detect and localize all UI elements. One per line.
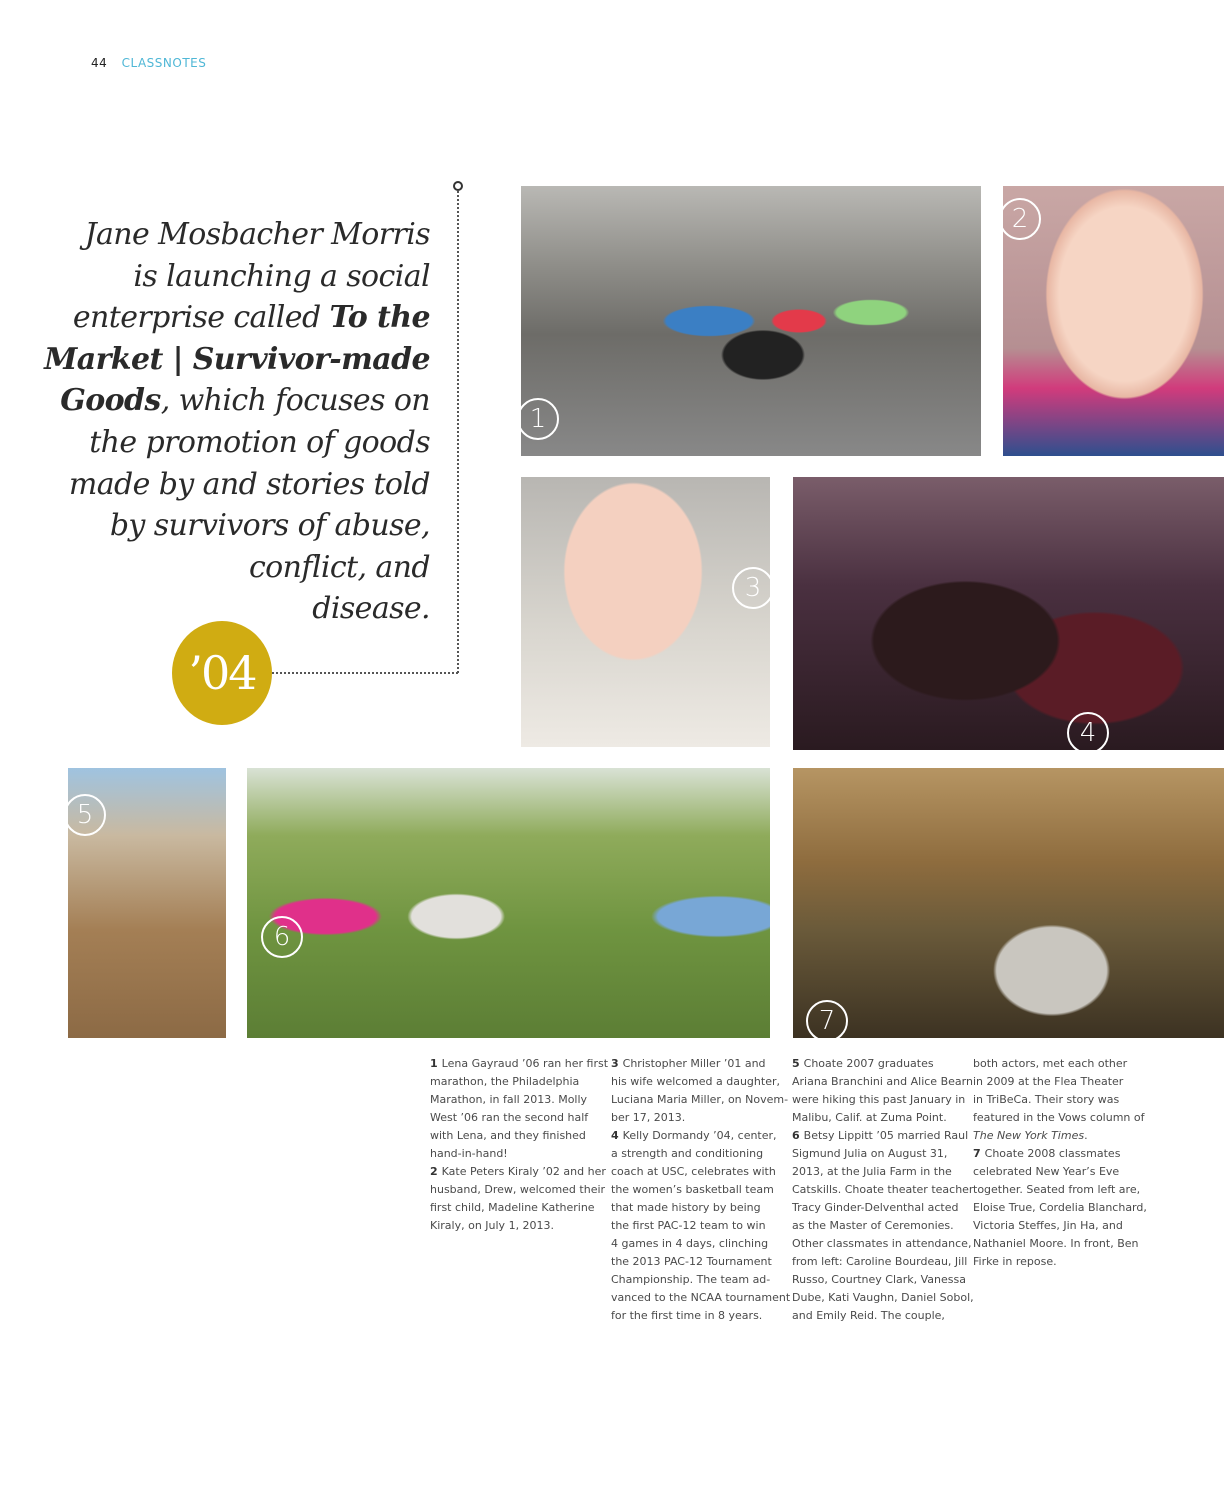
photo-number: 7	[806, 1000, 848, 1038]
caption-number: 4	[611, 1129, 619, 1142]
caption-number: 2	[430, 1165, 438, 1178]
photo-4-basketball-team	[793, 477, 1224, 750]
caption-line	[430, 1199, 605, 1217]
caption-number: 7	[973, 1147, 981, 1160]
caption-text: Kelly Dormandy ’04, center,	[622, 1129, 777, 1142]
caption-line	[611, 1289, 791, 1307]
caption-line	[430, 1145, 605, 1163]
caption-text: for the first time in 8 years.	[611, 1309, 763, 1322]
caption-number: 5	[792, 1057, 800, 1070]
caption-line	[973, 1235, 1148, 1253]
caption-text: celebrated New Year’s Eve	[973, 1165, 1120, 1178]
caption-text: together. Seated from left are,	[973, 1183, 1141, 1196]
caption-text: a strength and conditioning	[611, 1147, 764, 1160]
dotted-connector-horizontal	[272, 672, 458, 674]
caption-line	[792, 1307, 967, 1325]
caption-text: Nathaniel Moore. In front, Ben	[973, 1237, 1139, 1250]
pull-quote-line	[44, 297, 430, 339]
caption-text: the 2013 PAC-12 Tournament	[611, 1255, 772, 1268]
enterprise-name: To the	[329, 300, 430, 336]
caption-text: that made history by being	[611, 1201, 761, 1214]
caption-text: were hiking this past January in	[792, 1093, 966, 1106]
caption-text: as the Master of Ceremonies.	[792, 1219, 954, 1232]
photo-number: 6	[261, 916, 303, 958]
caption-line	[792, 1109, 967, 1127]
caption-text: 4 games in 4 days, clinching	[611, 1237, 769, 1250]
caption-line	[611, 1055, 786, 1073]
caption-line	[792, 1217, 967, 1235]
pull-quote-line	[44, 505, 430, 547]
caption-line	[611, 1109, 786, 1127]
caption-text: Firke in repose.	[973, 1255, 1057, 1268]
caption-line	[792, 1181, 974, 1199]
caption-text: Marathon, in fall 2013. Molly	[430, 1093, 588, 1106]
caption-text: Christopher Miller ’01 and	[622, 1057, 766, 1070]
caption-column	[430, 1055, 609, 1235]
caption-line	[611, 1253, 786, 1271]
photo-6-wedding	[247, 768, 770, 1038]
caption-line	[792, 1163, 967, 1181]
caption-text: Luciana Maria Miller, on Novem-	[611, 1093, 789, 1106]
caption-number: 6	[792, 1129, 800, 1142]
caption-line	[973, 1109, 1148, 1127]
caption-line	[611, 1199, 786, 1217]
pull-quote-text: , which focuses on	[160, 383, 430, 419]
pull-quote-line	[44, 214, 430, 256]
caption-line	[973, 1145, 1148, 1163]
pull-quote-text: conflict, and	[248, 549, 430, 585]
publication-title: The New York Times	[973, 1129, 1085, 1142]
caption-text: Choate 2007 graduates	[803, 1057, 934, 1070]
photo-7-new-years	[793, 768, 1224, 1038]
caption-text: Kiraly, on July 1, 2013.	[430, 1219, 555, 1232]
enterprise-name: Market | Survivor-made	[44, 341, 430, 377]
caption-punctuation: .	[1084, 1129, 1088, 1142]
caption-text: Kate Peters Kiraly ’02 and her	[441, 1165, 606, 1178]
photo-number: 1	[521, 398, 559, 440]
caption-text: Malibu, Calif. at Zuma Point.	[792, 1111, 947, 1124]
caption-line	[792, 1235, 972, 1253]
pull-quote-line	[44, 339, 430, 381]
caption-text: Victoria Steffes, Jin Ha, and	[973, 1219, 1123, 1232]
caption-text: coach at USC, celebrates with	[611, 1165, 776, 1178]
connector-dot	[453, 181, 463, 191]
caption-text: with Lena, and they finished	[430, 1129, 586, 1142]
caption-text: Sigmund Julia on August 31,	[792, 1147, 948, 1160]
pull-quote-text: made by and stories told	[68, 466, 430, 502]
caption-text: Lena Gayraud ’06 ran her first	[441, 1057, 609, 1070]
caption-line	[973, 1055, 1148, 1073]
photo-number: 5	[68, 794, 106, 836]
caption-line	[611, 1181, 786, 1199]
caption-line	[973, 1163, 1148, 1181]
caption-text: marathon, the Philadelphia	[430, 1075, 580, 1088]
caption-line	[973, 1253, 1148, 1271]
caption-line	[611, 1217, 786, 1235]
pull-quote-line	[44, 422, 430, 464]
caption-text: featured in the Vows column of	[973, 1111, 1145, 1124]
photo-1-marathon	[521, 186, 981, 456]
class-year-badge: ’04	[172, 621, 272, 725]
caption-text: vanced to the NCAA tournament	[611, 1291, 791, 1304]
caption-line	[792, 1199, 967, 1217]
caption-column	[973, 1055, 1148, 1271]
caption-text: Tracy Ginder-Delventhal acted	[792, 1201, 959, 1214]
caption-line	[973, 1073, 1148, 1091]
caption-line	[792, 1073, 973, 1091]
caption-text: in TriBeCa. Their story was	[973, 1093, 1120, 1106]
caption-line	[430, 1127, 605, 1145]
caption-number: 1	[430, 1057, 438, 1070]
caption-text: Dube, Kati Vaughn, Daniel Sobol,	[792, 1291, 974, 1304]
caption-text: Choate 2008 classmates	[984, 1147, 1121, 1160]
caption-text: Other classmates in attendance,	[792, 1237, 972, 1250]
caption-text: Championship. The team ad-	[611, 1273, 771, 1286]
caption-text: both actors, met each other	[973, 1057, 1128, 1070]
pull-quote-line	[44, 380, 430, 422]
caption-text: ber 17, 2013.	[611, 1111, 686, 1124]
caption-line	[792, 1127, 967, 1145]
caption-text: Catskills. Choate theater teacher	[792, 1183, 974, 1196]
section-title: CLASSNOTES	[121, 56, 207, 70]
enterprise-name: Goods	[60, 383, 161, 419]
caption-text: husband, Drew, welcomed their	[430, 1183, 606, 1196]
pull-quote-text: Jane Mosbacher Morris	[84, 217, 430, 252]
caption-text: 2013, at the Julia Farm in the	[792, 1165, 952, 1178]
caption-line	[973, 1199, 1148, 1217]
caption-text: the women’s basketball team	[611, 1183, 774, 1196]
photo-number: 3	[732, 567, 770, 609]
caption-line	[792, 1271, 967, 1289]
photo-5-hikers	[68, 768, 226, 1038]
caption-number: 3	[611, 1057, 619, 1070]
caption-line	[430, 1217, 605, 1235]
pull-quote-line	[44, 547, 430, 589]
caption-line	[430, 1163, 605, 1181]
caption-line	[611, 1307, 786, 1325]
caption-line	[430, 1055, 609, 1073]
pull-quote-text: enterprise called	[72, 300, 330, 336]
caption-text: Eloise True, Cordelia Blanchard,	[973, 1201, 1147, 1214]
caption-line	[973, 1181, 1148, 1199]
caption-line	[430, 1181, 605, 1199]
caption-line	[430, 1073, 605, 1091]
caption-text: Russo, Courtney Clark, Vanessa	[792, 1273, 966, 1286]
caption-line	[792, 1253, 967, 1271]
caption-line	[611, 1127, 786, 1145]
caption-line	[973, 1091, 1148, 1109]
caption-text: first child, Madeline Katherine	[430, 1201, 595, 1214]
caption-line	[792, 1091, 967, 1109]
caption-line	[611, 1073, 786, 1091]
pull-quote	[44, 214, 430, 630]
caption-text: Ariana Branchini and Alice Bearn	[792, 1075, 973, 1088]
photo-2-baby	[1003, 186, 1224, 456]
caption-line	[792, 1289, 974, 1307]
photo-3-baby	[521, 477, 770, 747]
caption-text: and Emily Reid. The couple,	[792, 1309, 945, 1322]
caption-column	[611, 1055, 791, 1325]
caption-text: hand-in-hand!	[430, 1147, 508, 1160]
caption-line	[792, 1145, 967, 1163]
caption-line	[973, 1127, 1148, 1145]
caption-line	[611, 1271, 786, 1289]
caption-text: the first PAC-12 team to win	[611, 1219, 766, 1232]
caption-text: Betsy Lippitt ’05 married Raul	[803, 1129, 969, 1142]
page-folio	[91, 56, 206, 70]
pull-quote-line	[44, 464, 430, 506]
caption-line	[792, 1055, 967, 1073]
pull-quote-text: disease.	[312, 591, 430, 627]
caption-text: from left: Caroline Bourdeau, Jill	[792, 1255, 968, 1268]
photo-number: 2	[1003, 198, 1041, 240]
caption-line	[611, 1235, 786, 1253]
caption-line	[611, 1145, 786, 1163]
pull-quote-text: the promotion of goods	[89, 424, 430, 460]
caption-line	[430, 1091, 605, 1109]
caption-line	[611, 1163, 786, 1181]
pull-quote-text: by survivors of abuse,	[109, 508, 430, 544]
caption-line	[973, 1217, 1148, 1235]
dotted-connector-vertical	[457, 191, 459, 673]
page-number: 44	[91, 56, 108, 70]
caption-text: West ’06 ran the second half	[430, 1111, 589, 1124]
pull-quote-line	[44, 256, 430, 298]
caption-column	[792, 1055, 974, 1325]
caption-text: in 2009 at the Flea Theater	[973, 1075, 1124, 1088]
caption-line	[430, 1109, 605, 1127]
pull-quote-text: is launching a social	[133, 258, 430, 294]
caption-text: his wife welcomed a daughter,	[611, 1075, 780, 1088]
caption-line	[611, 1091, 789, 1109]
photo-number: 4	[1067, 712, 1109, 750]
